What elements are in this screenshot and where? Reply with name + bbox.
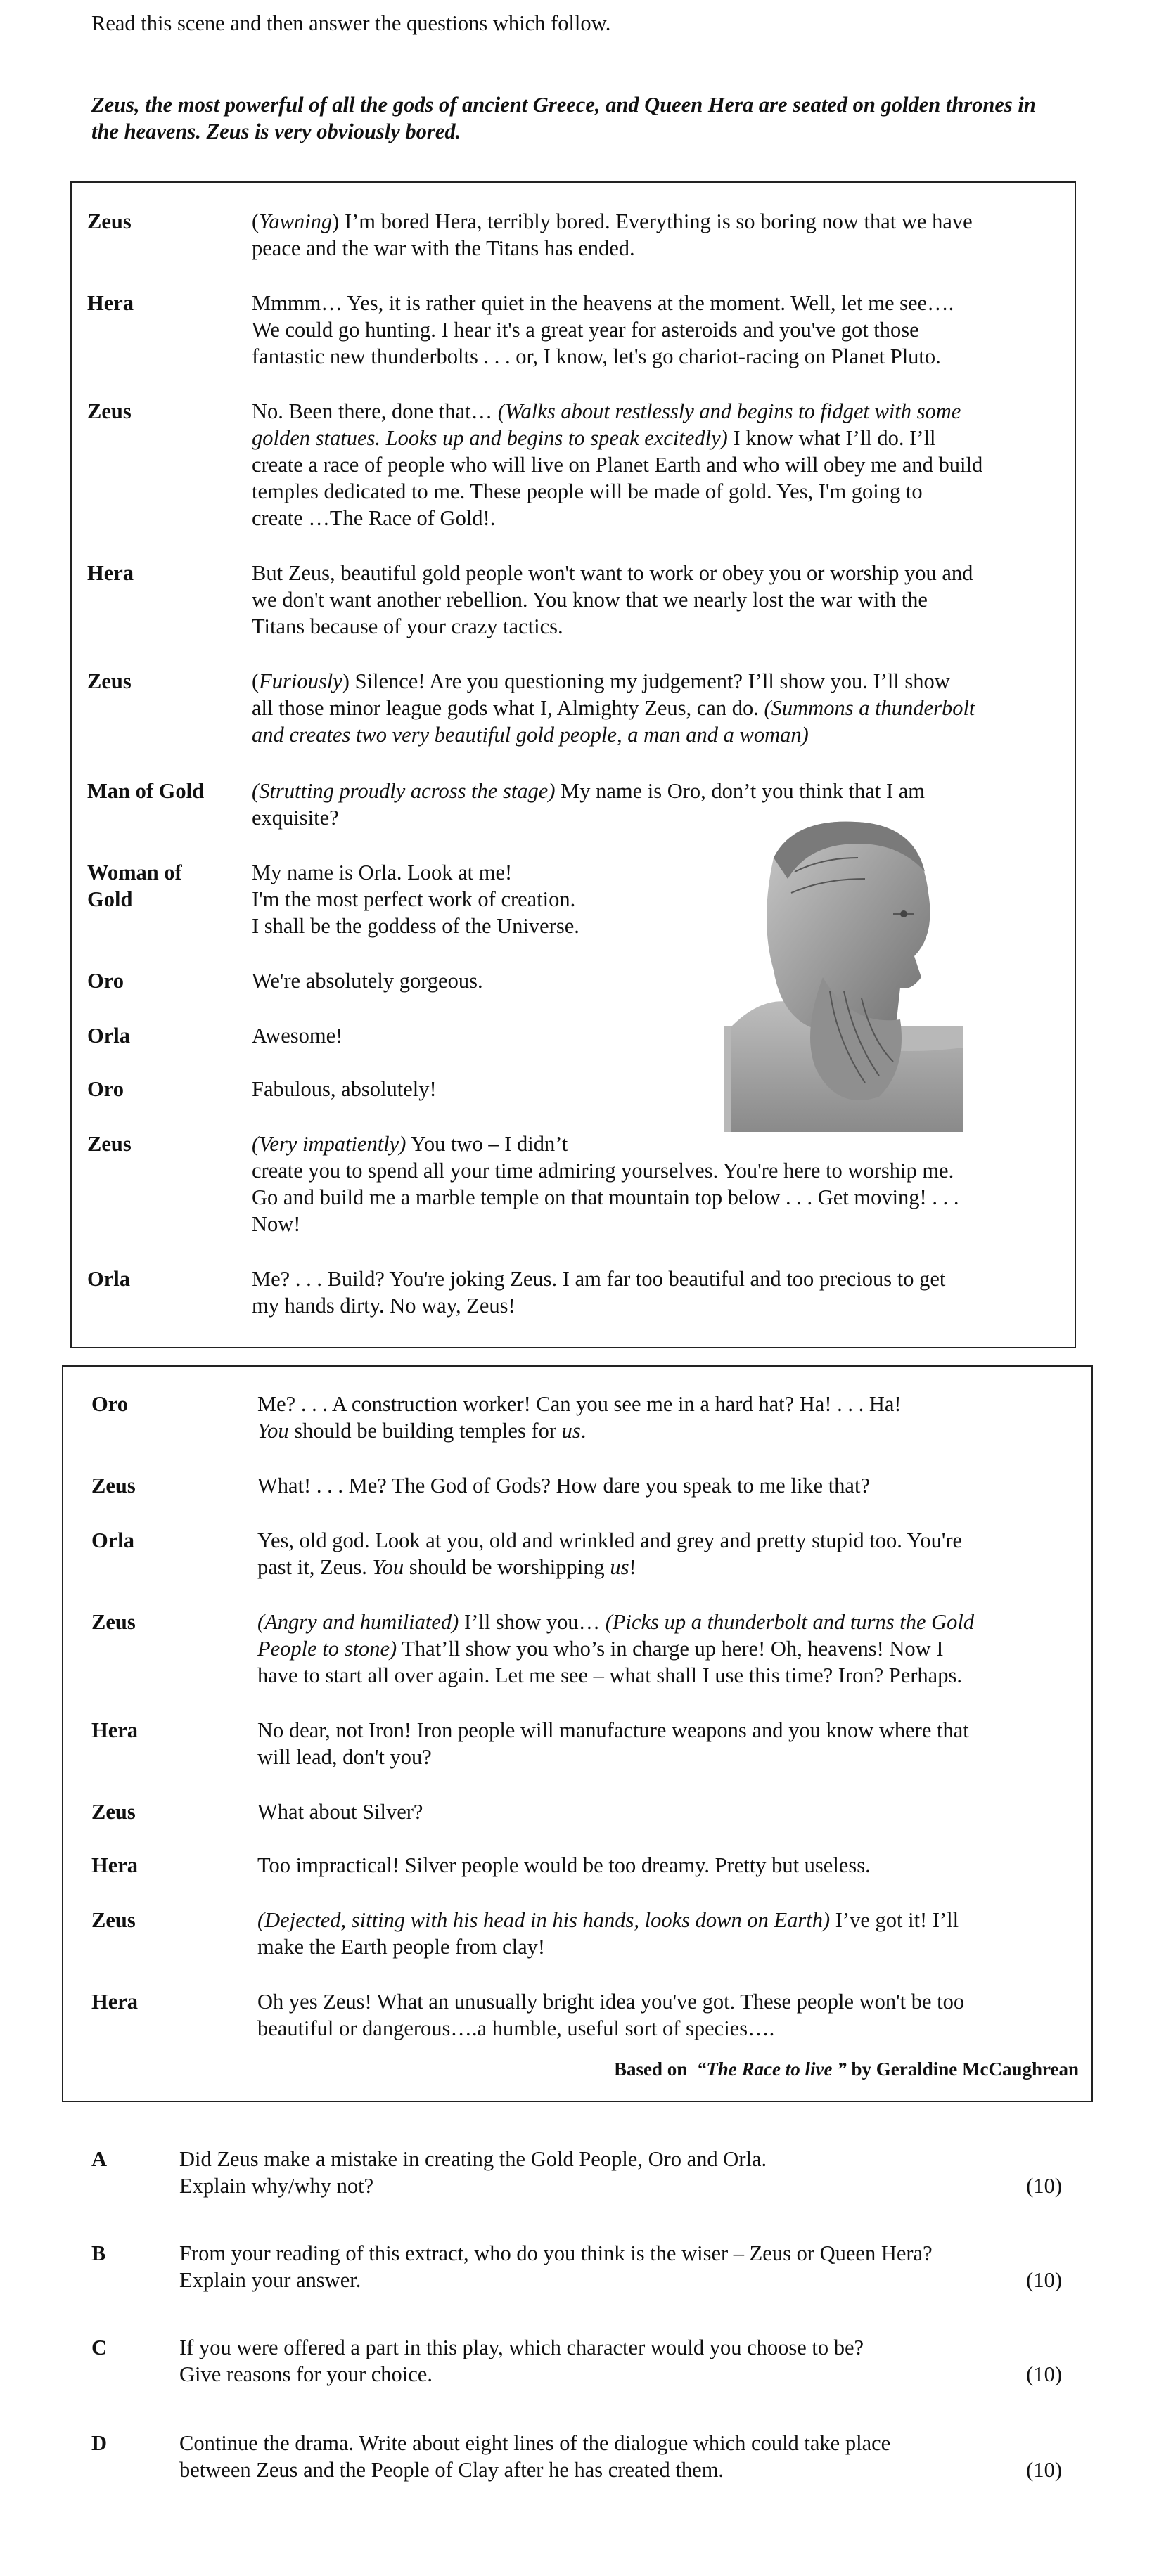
dialogue-line: Oh yes Zeus! What an unusually bright idea you've got. These people won't be too beautiful or dangerous….a humble, useful sort of species….: [257, 1990, 965, 2040]
question-letter: A: [91, 2147, 108, 2171]
dialogue-line: Yes, old god. Look at you, old and wrinkled and grey and pretty stupid too. You're past it, Zeus. You should be worshipping us!: [257, 1528, 963, 1579]
speaker: Oro: [87, 1077, 124, 1101]
dialogue-line: What! . . . Me? The God of Gods? How dare you speak to me like that?: [257, 1474, 870, 1498]
instructions: Read this scene and then answer the questions which follow.: [91, 11, 611, 35]
dialogue-line: Awesome!: [252, 1024, 343, 1048]
dialogue-line: My name is Orla. Look at me! I'm the most perfect work of creation. I shall be the goddess of the Universe.: [252, 861, 580, 938]
dialogue-line: What about Silver?: [257, 1800, 423, 1824]
dialogue-line: Too impractical! Silver people would be too dreamy. Pretty but useless.: [257, 1853, 871, 1877]
source-credit: Based on “The Race to live ” by Geraldine McCaughrean: [614, 2059, 1079, 2080]
speaker: Zeus: [91, 1800, 136, 1824]
speaker: Hera: [91, 1990, 139, 2014]
question-letter: D: [91, 2431, 108, 2455]
speaker: Zeus: [87, 210, 132, 233]
dialogue-box-2: [62, 1365, 1093, 2102]
speaker: Zeus: [91, 1908, 136, 1932]
question-marks: (10): [1026, 2362, 1062, 2386]
dialogue-line: (Strutting proudly across the stage) My name is Oro, don’t you think that I am exquisite?: [252, 779, 925, 830]
speaker: Zeus: [91, 1610, 136, 1634]
speaker: Orla: [87, 1267, 130, 1291]
dialogue-line: Mmmm… Yes, it is rather quiet in the heavens at the moment. Well, let me see…. We could go hunting. I hear it's a great year for asteroids and you've got those fantastic new thunderbolts . . . or, I know, let's go chariot-racing on Planet Pluto.: [252, 291, 954, 368]
dialogue-line: (Angry and humiliated) I’ll show you… (Picks up a thunderbolt and turns the Gold People to stone) That’ll show you who’s in charge up here! Oh, heavens! Now I have to start all over again. Let me see – what shall I use this time? Iron? Perhaps.: [257, 1610, 975, 1687]
question-text: If you were offered a part in this play, which character would you choose to be? Give reasons for your choice.: [179, 2336, 864, 2386]
speaker: Hera: [91, 1853, 139, 1877]
speaker: Zeus: [87, 1132, 132, 1156]
dialogue-line: Fabulous, absolutely!: [252, 1077, 437, 1101]
zeus-bust-image: [724, 816, 963, 1132]
dialogue-line: (Furiously) Silence! Are you questioning my judgement? I’ll show you. I’ll show all those minor league gods what I, Almighty Zeus, can do. (Summons a thunderbolt and creates two very beautiful gold people, a man and a woman): [252, 669, 975, 747]
scene-description: Zeus, the most powerful of all the gods of ancient Greece, and Queen Hera are seated on golden thrones in the heavens. Zeus is very obviously bored.: [91, 93, 1036, 143]
dialogue-line: (Yawning) I’m bored Hera, terribly bored. Everything is so boring now that we have peace and the war with the Titans has ended.: [252, 210, 973, 260]
speaker: Orla: [87, 1024, 130, 1048]
question-marks: (10): [1026, 2174, 1062, 2198]
question-text: Continue the drama. Write about eight lines of the dialogue which could take place between Zeus and the People of Clay after he has created them.: [179, 2431, 891, 2482]
speaker: Orla: [91, 1528, 134, 1552]
speaker: Oro: [91, 1392, 128, 1416]
dialogue-line: We're absolutely gorgeous.: [252, 969, 483, 993]
dialogue-box-1: [70, 181, 1076, 1348]
dialogue-line: But Zeus, beautiful gold people won't want to work or obey you or worship you and we don't want another rebellion. You know that we nearly lost the war with the Titans because of your crazy tactics.: [252, 561, 973, 638]
speaker: Man of Gold: [87, 779, 205, 803]
question-text: From your reading of this extract, who do you think is the wiser – Zeus or Queen Hera? Explain your answer.: [179, 2241, 933, 2292]
dialogue-line: Me? . . . Build? You're joking Zeus. I am far too beautiful and too precious to get my hands dirty. No way, Zeus!: [252, 1267, 946, 1318]
dialogue-line: (Dejected, sitting with his head in his hands, looks down on Earth) I’ve got it! I’ll make the Earth people from clay!: [257, 1908, 959, 1959]
question-text: Did Zeus make a mistake in creating the Gold People, Oro and Orla. Explain why/why not?: [179, 2147, 767, 2198]
speaker: Oro: [87, 969, 124, 993]
dialogue-line: Me? . . . A construction worker! Can you see me in a hard hat? Ha! . . . Ha! You should be building temples for us.: [257, 1392, 902, 1443]
speaker: Zeus: [87, 669, 132, 693]
question-letter: B: [91, 2241, 106, 2265]
speaker: Hera: [87, 291, 134, 315]
dialogue-line: No dear, not Iron! Iron people will manufacture weapons and you know where that will lead, don't you?: [257, 1718, 969, 1769]
dialogue-line: No. Been there, done that… (Walks about restlessly and begins to fidget with some golden statues. Looks up and begins to speak excitedly) I know what I’ll do. I’ll create a race of people who will live on Planet Earth and who will obey me and build temples dedicated to me. These people will be made of gold. Yes, I'm going to create …The Race of Gold!.: [252, 399, 983, 530]
speaker: Zeus: [91, 1474, 136, 1498]
question-marks: (10): [1026, 2268, 1062, 2292]
speaker: Woman of Gold: [87, 861, 182, 911]
dialogue-line: (Very impatiently) You two – I didn’t create you to spend all your time admiring yourselves. You're here to worship me. Go and build me a marble temple on that mountain top below . . . Get moving! . . . Now!: [252, 1132, 959, 1236]
speaker: Zeus: [87, 399, 132, 423]
speaker: Hera: [87, 561, 134, 585]
question-marks: (10): [1026, 2458, 1062, 2482]
question-letter: C: [91, 2336, 108, 2359]
speaker: Hera: [91, 1718, 139, 1742]
